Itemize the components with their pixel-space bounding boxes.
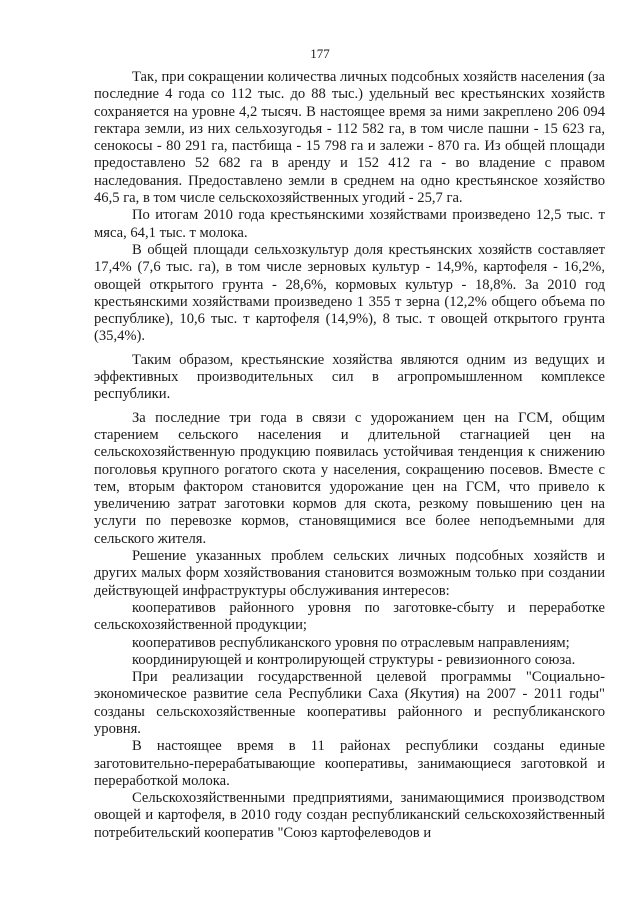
paragraph-9: Сельскохозяйственными предприятиями, занимающимися производством овощей и картофеля, в 2010 году создан республиканский сельскохозяйственный потребительский кооператив "Союз картофелеводов и [94,790,605,841]
list-item-2: кооперативов республиканского уровня по отраслевым направлениям; [132,634,570,651]
paragraph-4: Таким образом, крестьянские хозяйства являются одним из ведущих и эффективных производительных сил в агропромышленном комплексе республики. [94,351,605,403]
document-body [94,69,605,842]
paragraph-2: По итогам 2010 года крестьянскими хозяйствами произведено 12,5 тыс. т мяса, 64,1 тыс. т молока. [94,207,605,241]
page-number: 177 [310,46,330,61]
list-item-1: кооперативов районного уровня по заготовке-сбыту и переработке сельскохозяйственной продукции; [94,599,605,634]
paragraph-6: Решение указанных проблем сельских личных подсобных хозяйств и других малых форм хозяйствования становится возможным только при создании действующей инфраструктуры обслуживания интересов: [94,548,605,599]
paragraph-5: За последние три года в связи с удорожанием цен на ГСМ, общим старением сельского населения и длительной стагнацией цен на сельскохозяйственную продукцию появилась устойчивая тенденция к снижению поголовья крупного рогатого скота у населения, сокращению посевов. Вместе с тем, вторым фактором становится удорожание цен на ГСМ, что привело к увеличению затрат заготовки кормов для скота, резкому повышению цен на услуги по перевозке кормов, становящимися все более неподъемными для сельского жителя. [94,409,605,547]
paragraph-8: В настоящее время в 11 районах республики созданы единые заготовительно-перерабатывающие кооперативы, занимающиеся заготовкой и переработкой молока. [94,738,605,789]
paragraph-1: Так, при сокращении количества личных подсобных хозяйств населения (за последние 4 года со 112 тыс. до 88 тыс.) удельный вес крестьянских хозяйств сохраняется на уровне 4,2 тысяч. В настоящее время за ними закреплено 206 094 гектара земли, из них сельхозугодья - 112 582 га, в том числе пашни - 15 623 га, сенокосы - 80 291 га, пастбища - 15 798 га и залежи - 870 га. Из общей площади предоставлено 52 682 га в аренду и 152 412 га - во владение с правом наследования. Предоставлено земли в среднем на одно крестьянское хозяйство 46,5 га, в том числе сельскохозяйственных угодий - 25,7 га. [94,69,605,207]
paragraph-3: В общей площади сельхозкультур доля крестьянских хозяйств составляет 17,4% (7,6 тыс. га), в том числе зерновых культур - 14,9%, картофеля - 16,2%, овощей открытого грунта - 28,6%, кормовых культур - 18,8%. За 2010 год крестьянскими хозяйствами произведено 1 355 т зерна (12,2% общего объема по республике), 10,6 тыс. т картофеля (14,9%), 8 тыс. т овощей открытого грунта (35,4%). [94,241,605,345]
paragraph-7: При реализации государственной целевой программы "Социально-экономическое развитие села Республики Саха (Якутия) на 2007 - 2011 годы" созданы сельскохозяйственные кооперативы районного и республиканского уровня. [94,669,605,737]
list-item-3: координирующей и контролирующей структуры - ревизионного союза. [132,651,576,668]
